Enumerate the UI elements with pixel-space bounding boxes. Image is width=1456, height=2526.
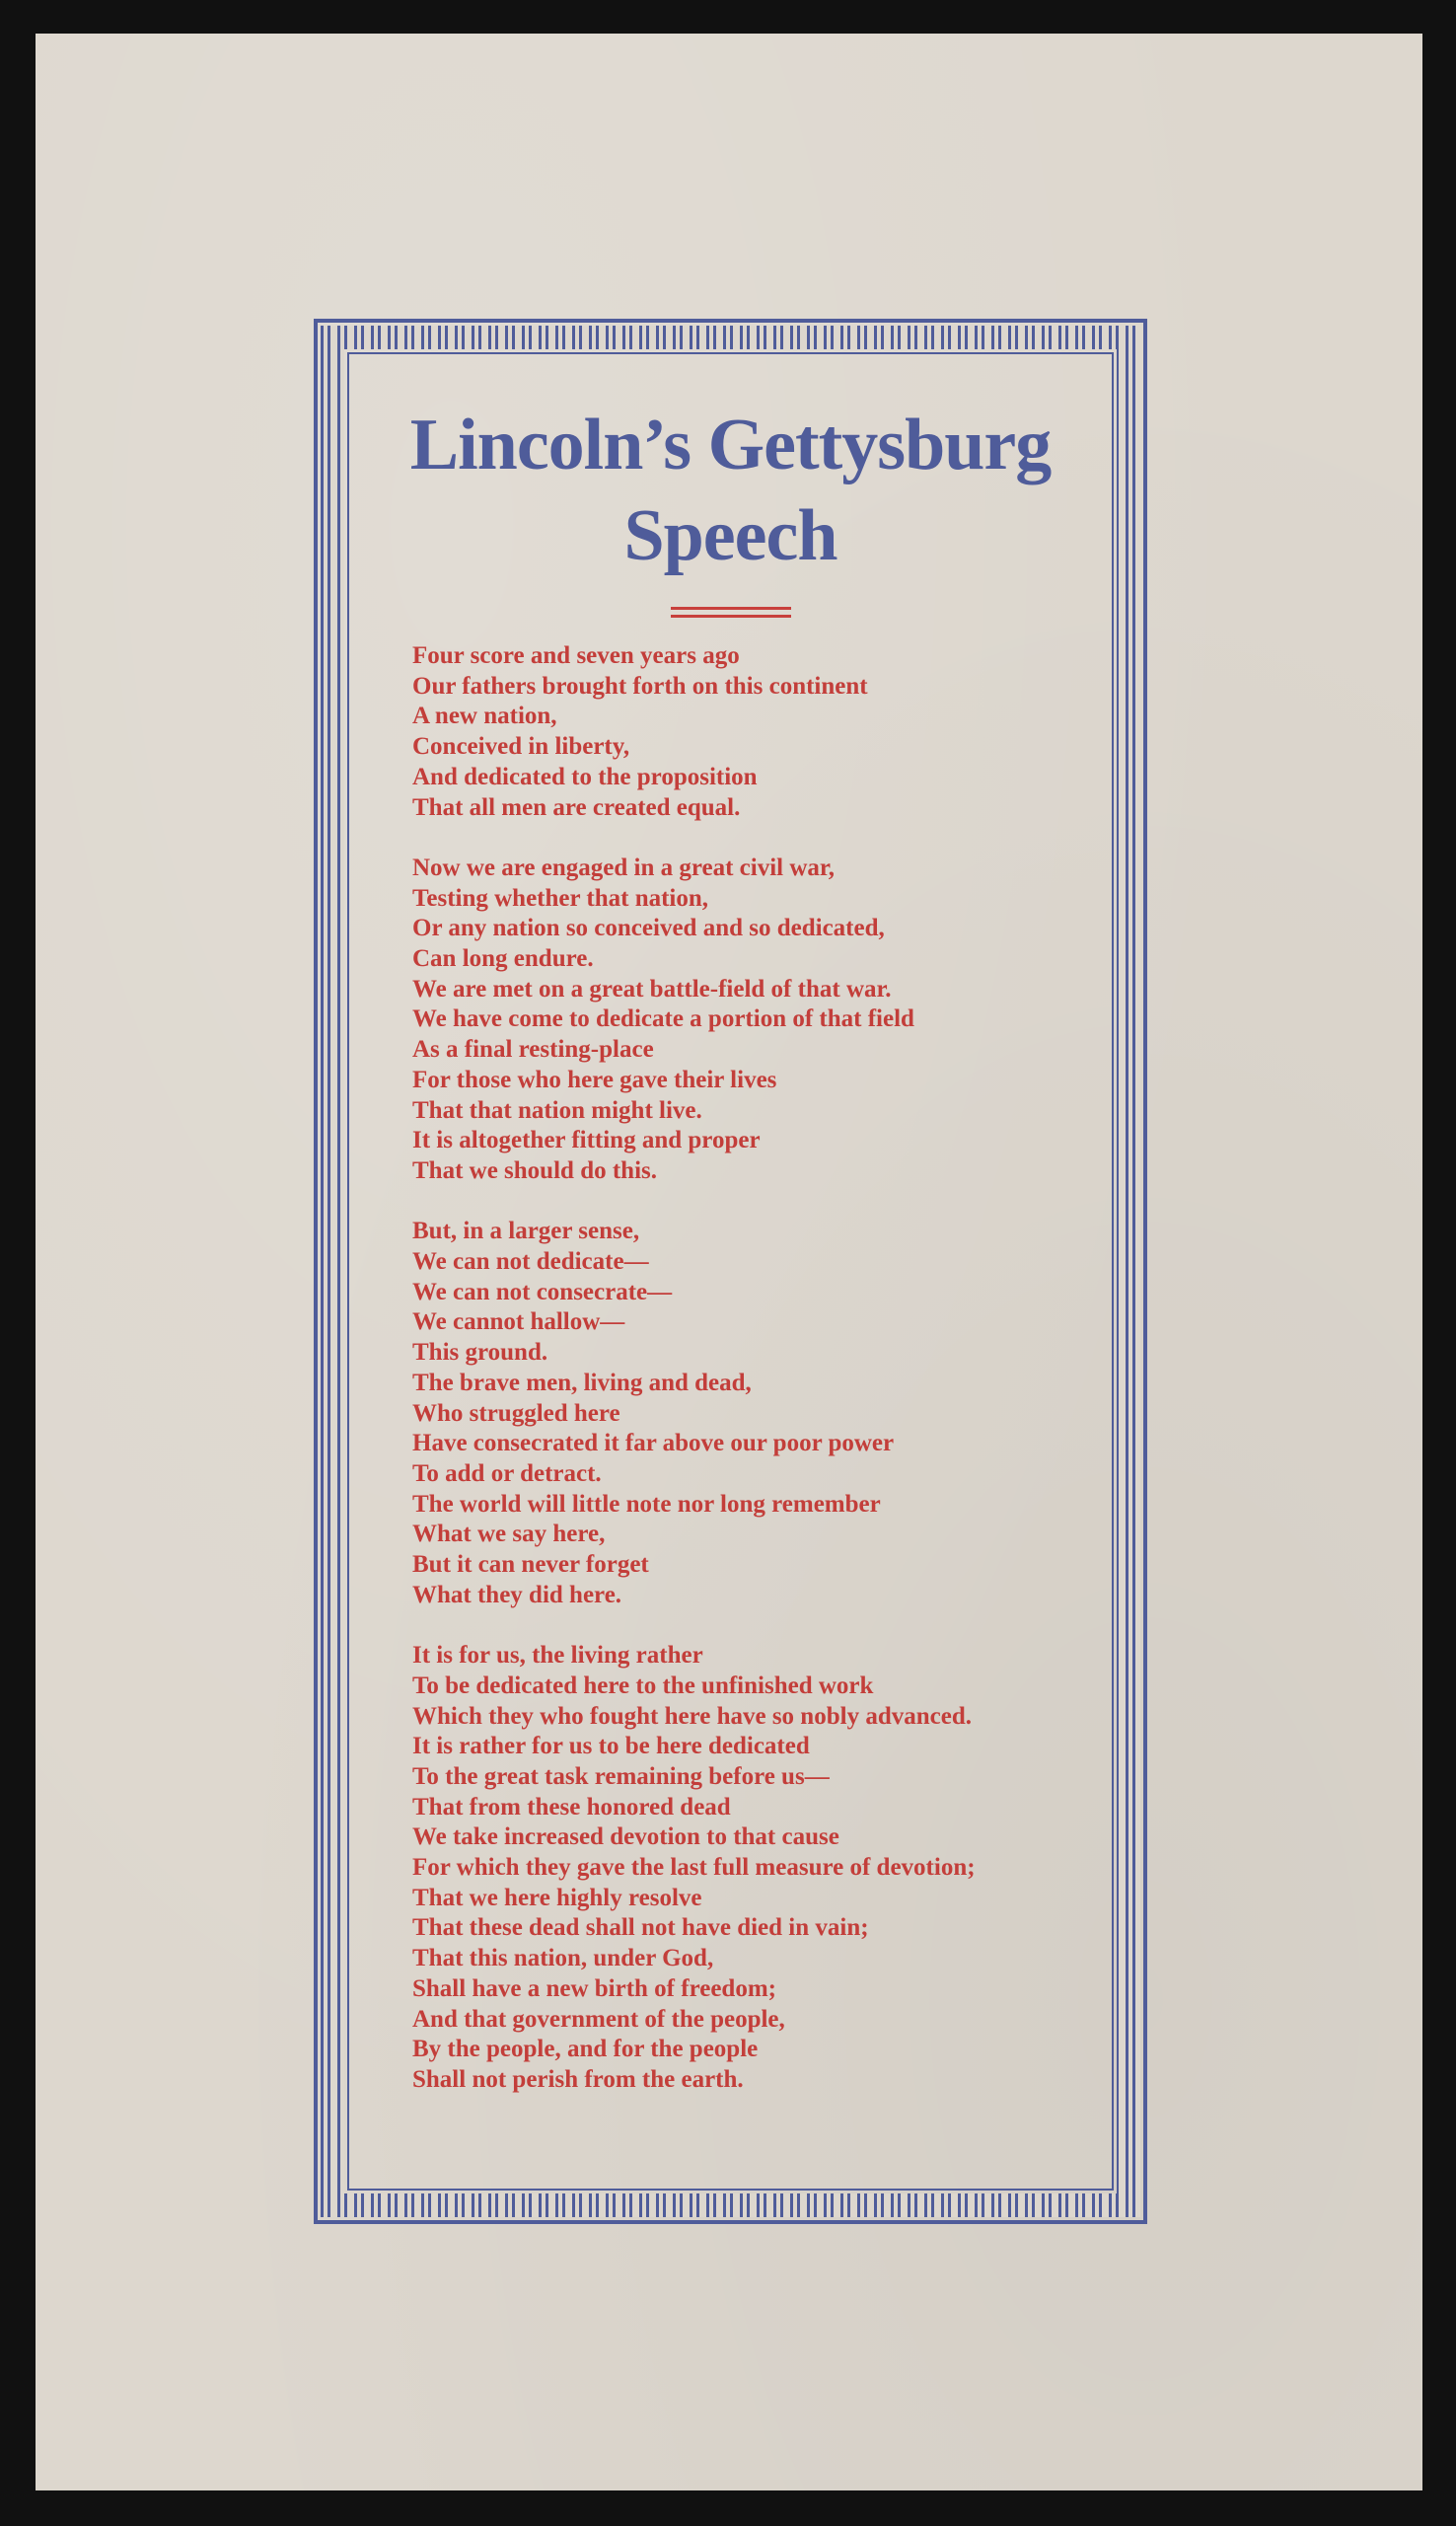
speech-line: The world will little note nor long remember (412, 1490, 881, 1518)
speech-line: Conceived in liberty, (412, 733, 630, 761)
speech-line: To be dedicated here to the unfinished work (412, 1672, 874, 1699)
speech-line: That all men are created equal. (412, 793, 741, 821)
speech-line: But it can never forget (412, 1551, 649, 1579)
speech-line: We cannot hallow— (412, 1308, 625, 1336)
speech-line: This ground. (412, 1339, 548, 1367)
speech-line: Now we are engaged in a great civil war, (412, 854, 835, 881)
speech-line: Testing whether that nation, (412, 884, 709, 912)
speech-line: We can not consecrate— (412, 1278, 673, 1305)
stanza (412, 1641, 976, 2096)
speech-line: Our fathers brought forth on this continent (412, 672, 868, 700)
speech-line: And dedicated to the proposition (412, 763, 758, 790)
stanza (412, 854, 976, 1187)
speech-line: To add or detract. (412, 1459, 602, 1487)
speech-line: That from these honored dead (412, 1793, 731, 1820)
speech-line: We are met on a great battle-field of that war. (412, 975, 892, 1003)
speech-line: It is rather for us to be here dedicated (412, 1733, 810, 1760)
speech-line: By the people, and for the people (412, 2036, 759, 2063)
speech-line: The brave men, living and dead, (412, 1369, 752, 1396)
speech-line: What they did here. (412, 1581, 622, 1608)
speech-line: We can not dedicate— (412, 1248, 649, 1276)
speech-line: Have consecrated it far above our poor power (412, 1430, 895, 1457)
speech-line: Or any nation so conceived and so dedicated, (412, 915, 885, 942)
title-rule-bottom (671, 615, 791, 618)
title-line-2: Speech (623, 495, 837, 576)
speech-line: That we here highly resolve (412, 1884, 702, 1911)
speech-line: Four score and seven years ago (412, 642, 740, 669)
speech-line: And that government of the people, (412, 2005, 785, 2033)
speech-line: We have come to dedicate a portion of that field (412, 1005, 914, 1033)
page-title (314, 400, 1147, 581)
speech-line: Shall not perish from the earth. (412, 2066, 744, 2093)
speech-line: A new nation, (412, 703, 557, 730)
speech-line: It is altogether fitting and proper (412, 1127, 761, 1154)
title-line-1: Lincoln’s Gettysburg (409, 405, 1052, 485)
speech-line: It is for us, the living rather (412, 1642, 703, 1670)
speech-line: As a final resting-place (412, 1036, 654, 1064)
speech-line: That that nation might live. (412, 1096, 702, 1124)
speech-line: Can long endure. (412, 945, 594, 973)
speech-line: For which they gave the last full measure of devotion; (412, 1854, 976, 1882)
speech-line: We take increased devotion to that cause (412, 1823, 839, 1851)
speech-line: For those who here gave their lives (412, 1066, 777, 1093)
speech-line: Which they who fought here have so nobly advanced. (412, 1702, 972, 1730)
speech-line: Who struggled here (412, 1399, 620, 1427)
speech-body (412, 641, 976, 2125)
speech-line: What we say here, (412, 1521, 606, 1548)
stanza (412, 641, 976, 823)
stanza (412, 1217, 976, 1610)
speech-line: To the great task remaining before us— (412, 1762, 830, 1790)
speech-line: That we should do this. (412, 1156, 657, 1184)
speech-line: That these dead shall not have died in vain; (412, 1914, 869, 1942)
title-rule-top (671, 607, 791, 610)
speech-line: Shall have a new birth of freedom; (412, 1974, 776, 2002)
speech-line: But, in a larger sense, (412, 1218, 640, 1245)
speech-line: That this nation, under God, (412, 1945, 714, 1972)
